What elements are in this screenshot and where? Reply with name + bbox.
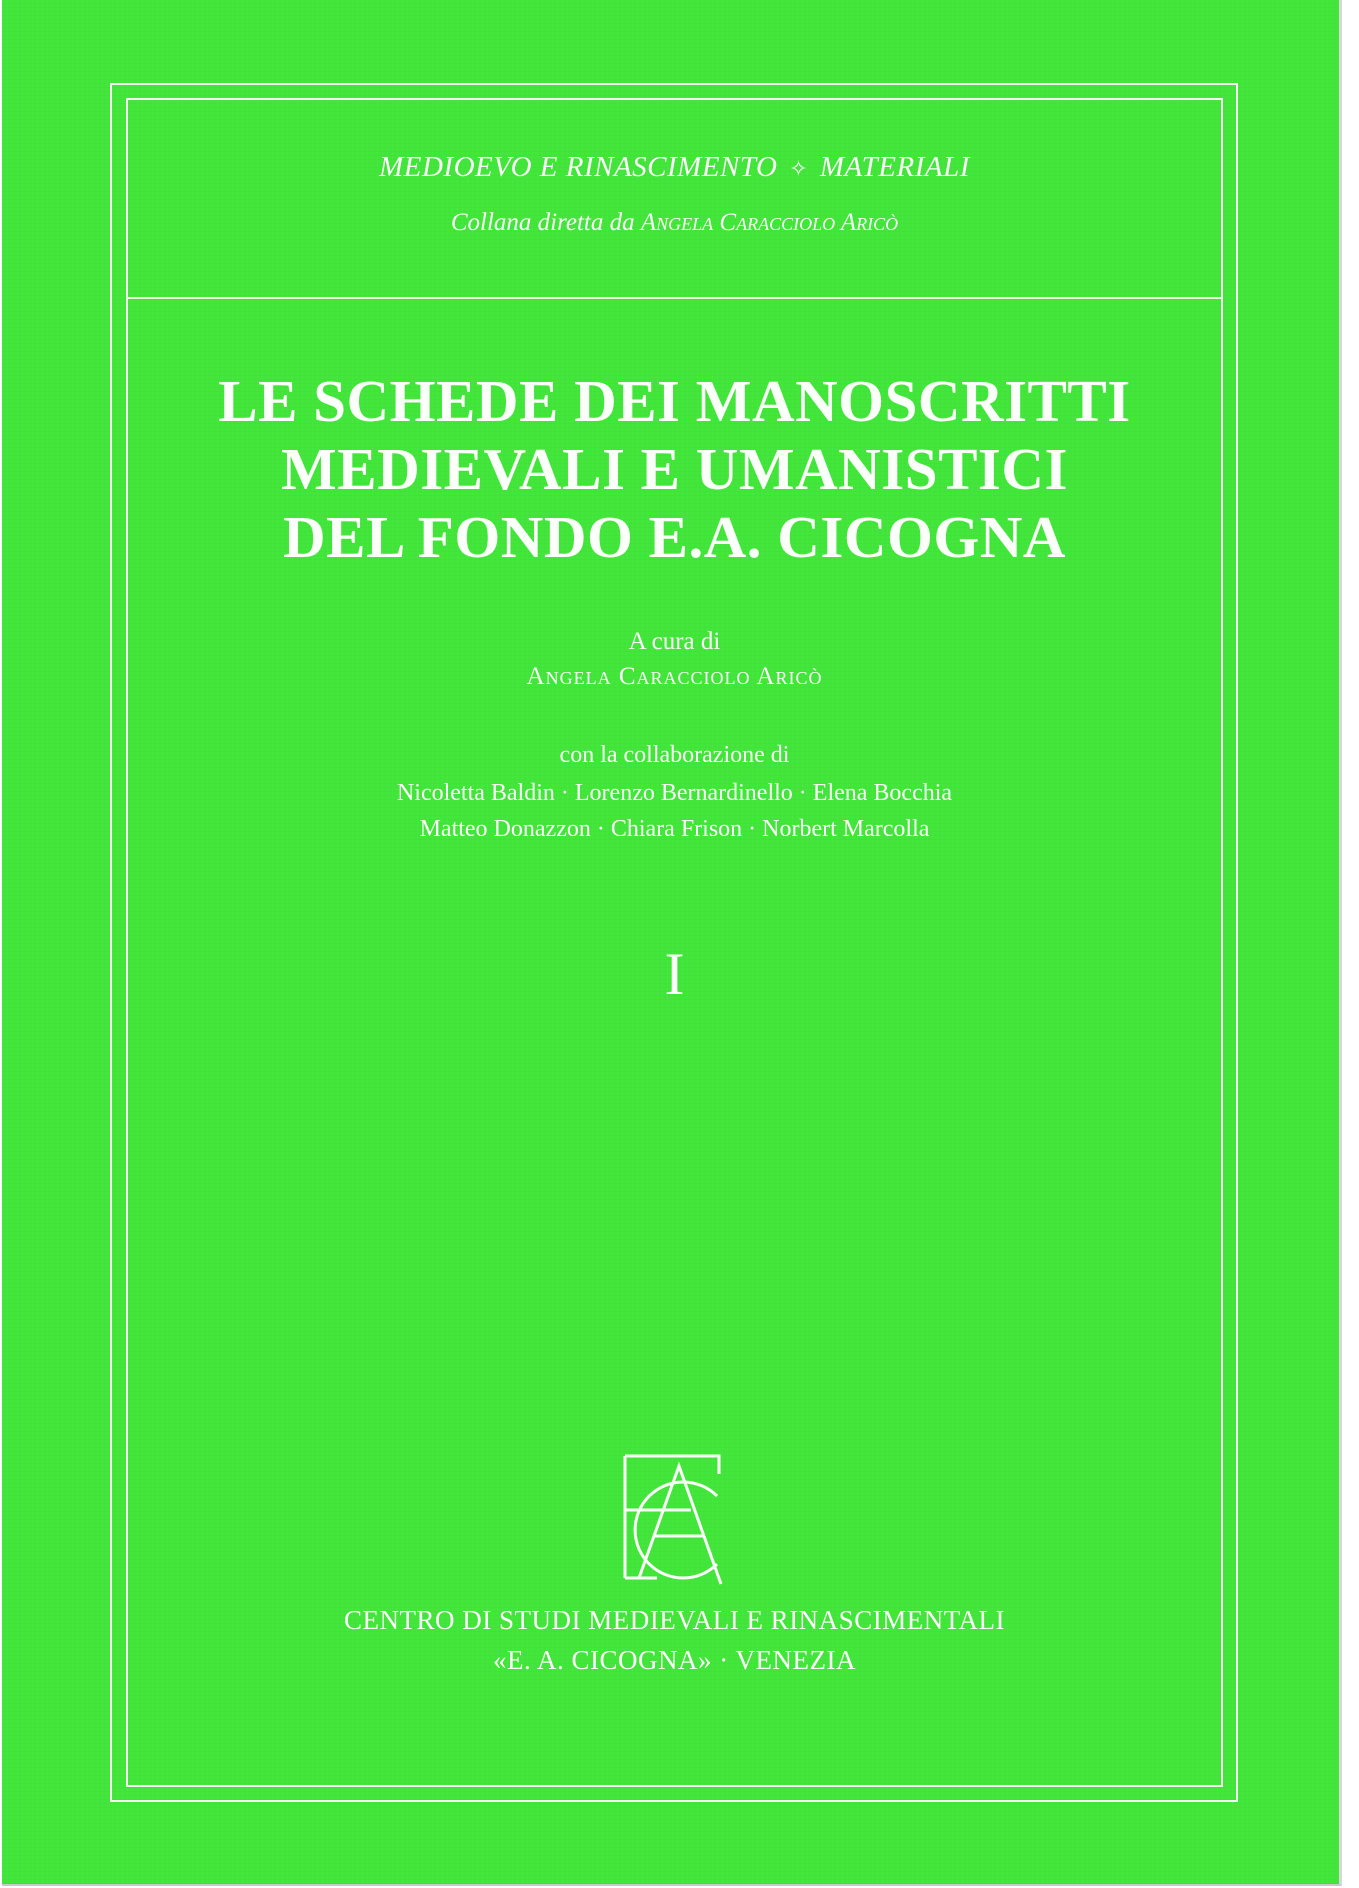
publisher-line-1: CENTRO DI STUDI MEDIEVALI E RINASCIMENTALI: [343, 1605, 1006, 1635]
series-title: [126, 151, 1223, 184]
director-name: Angela Caracciolo Aricò: [640, 209, 899, 236]
title-line-1: LE SCHEDE DEI MANOSCRITTI: [218, 368, 1131, 434]
publisher: [126, 1600, 1223, 1680]
director-prefix: Collana diretta da: [450, 209, 635, 236]
collaborators-line-2: Matteo Donazzon · Chiara Frison · Norbert Marcolla: [419, 816, 930, 842]
series-director: [126, 209, 1223, 237]
volume-number: I: [664, 941, 685, 1007]
book-cover: [2, 0, 1342, 1886]
book-title: [126, 367, 1223, 571]
diamond-separator-icon: ✧: [789, 156, 809, 181]
series-subtitle: MATERIALI: [819, 151, 970, 183]
curator-label: A cura di: [628, 628, 721, 655]
cae-monogram-logo-icon: [617, 1452, 735, 1589]
header-divider: [126, 297, 1223, 299]
curator-name: Angela Caracciolo Aricò: [526, 663, 823, 690]
title-line-3: DEL FONDO E.A. CICOGNA: [283, 504, 1066, 570]
collaboration-label: con la collaborazione di: [559, 742, 790, 768]
series-name: MEDIOEVO E RINASCIMENTO: [379, 151, 778, 183]
publisher-line-2: «E. A. CICOGNA» · VENEZIA: [493, 1645, 856, 1675]
title-line-2: MEDIEVALI E UMANISTICI: [281, 436, 1068, 502]
collaborators-line-1: Nicoletta Baldin · Lorenzo Bernardinello · Elena Bocchia: [396, 780, 953, 806]
